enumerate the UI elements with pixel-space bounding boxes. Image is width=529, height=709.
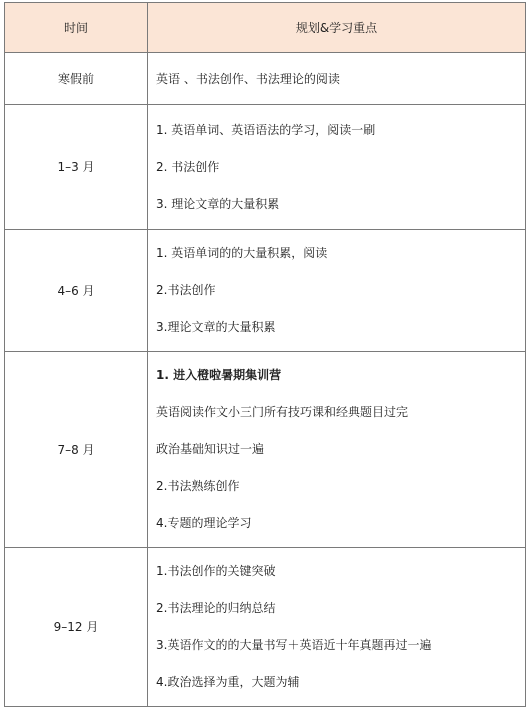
plan-item: 2.书法熟练创作	[156, 479, 240, 493]
row-time: 9–12 月	[5, 548, 148, 707]
plan-item: 2.书法创作	[156, 283, 216, 297]
plan-item: 1. 英语单词、英语语法的学习，阅读一刷	[156, 122, 376, 137]
plan-item: 3.英语作文的的大量书写＋英语近十年真题再过一遍	[156, 638, 432, 652]
table-row	[5, 548, 526, 707]
study-plan-table	[4, 2, 526, 707]
table-row	[5, 352, 526, 548]
plan-item: 2.书法理论的归纳总结	[156, 601, 276, 615]
table-header-row	[5, 3, 526, 53]
row-plan	[148, 105, 526, 230]
plan-item: 英语阅读作文小三门所有技巧课和经典题目过完	[156, 405, 409, 419]
plan-item: 1. 英语单词的的大量积累，阅读	[156, 246, 328, 260]
row-plan	[148, 230, 526, 352]
header-plan: 规划&学习重点	[148, 3, 526, 53]
plan-item: 英语 、书法创作、书法理论的阅读	[156, 71, 340, 86]
plan-item: 1.书法创作的关键突破	[156, 564, 276, 578]
row-plan	[148, 53, 526, 105]
plan-item	[156, 357, 525, 394]
plan-item: 2. 书法创作	[156, 159, 220, 174]
row-time: 寒假前	[5, 53, 148, 105]
plan-item: 4.政治选择为重，大题为辅	[156, 675, 300, 689]
table-row	[5, 105, 526, 230]
row-time: 4–6 月	[5, 230, 148, 352]
plan-item: 3. 理论文章的大量积累	[156, 196, 280, 211]
plan-item-prefix: 1. 进入	[156, 368, 198, 382]
plan-item: 3.理论文章的大量积累	[156, 320, 276, 334]
row-plan	[148, 548, 526, 707]
row-plan	[148, 352, 526, 548]
plan-item: 政治基础知识过一遍	[156, 442, 265, 456]
table-row	[5, 53, 526, 105]
table-row	[5, 230, 526, 352]
row-time: 7–8 月	[5, 352, 148, 548]
header-time: 时间	[5, 3, 148, 53]
plan-item-bold: 橙啦暑期集训营	[197, 368, 282, 382]
plan-item: 4.专题的理论学习	[156, 516, 252, 530]
row-time: 1–3 月	[5, 105, 148, 230]
